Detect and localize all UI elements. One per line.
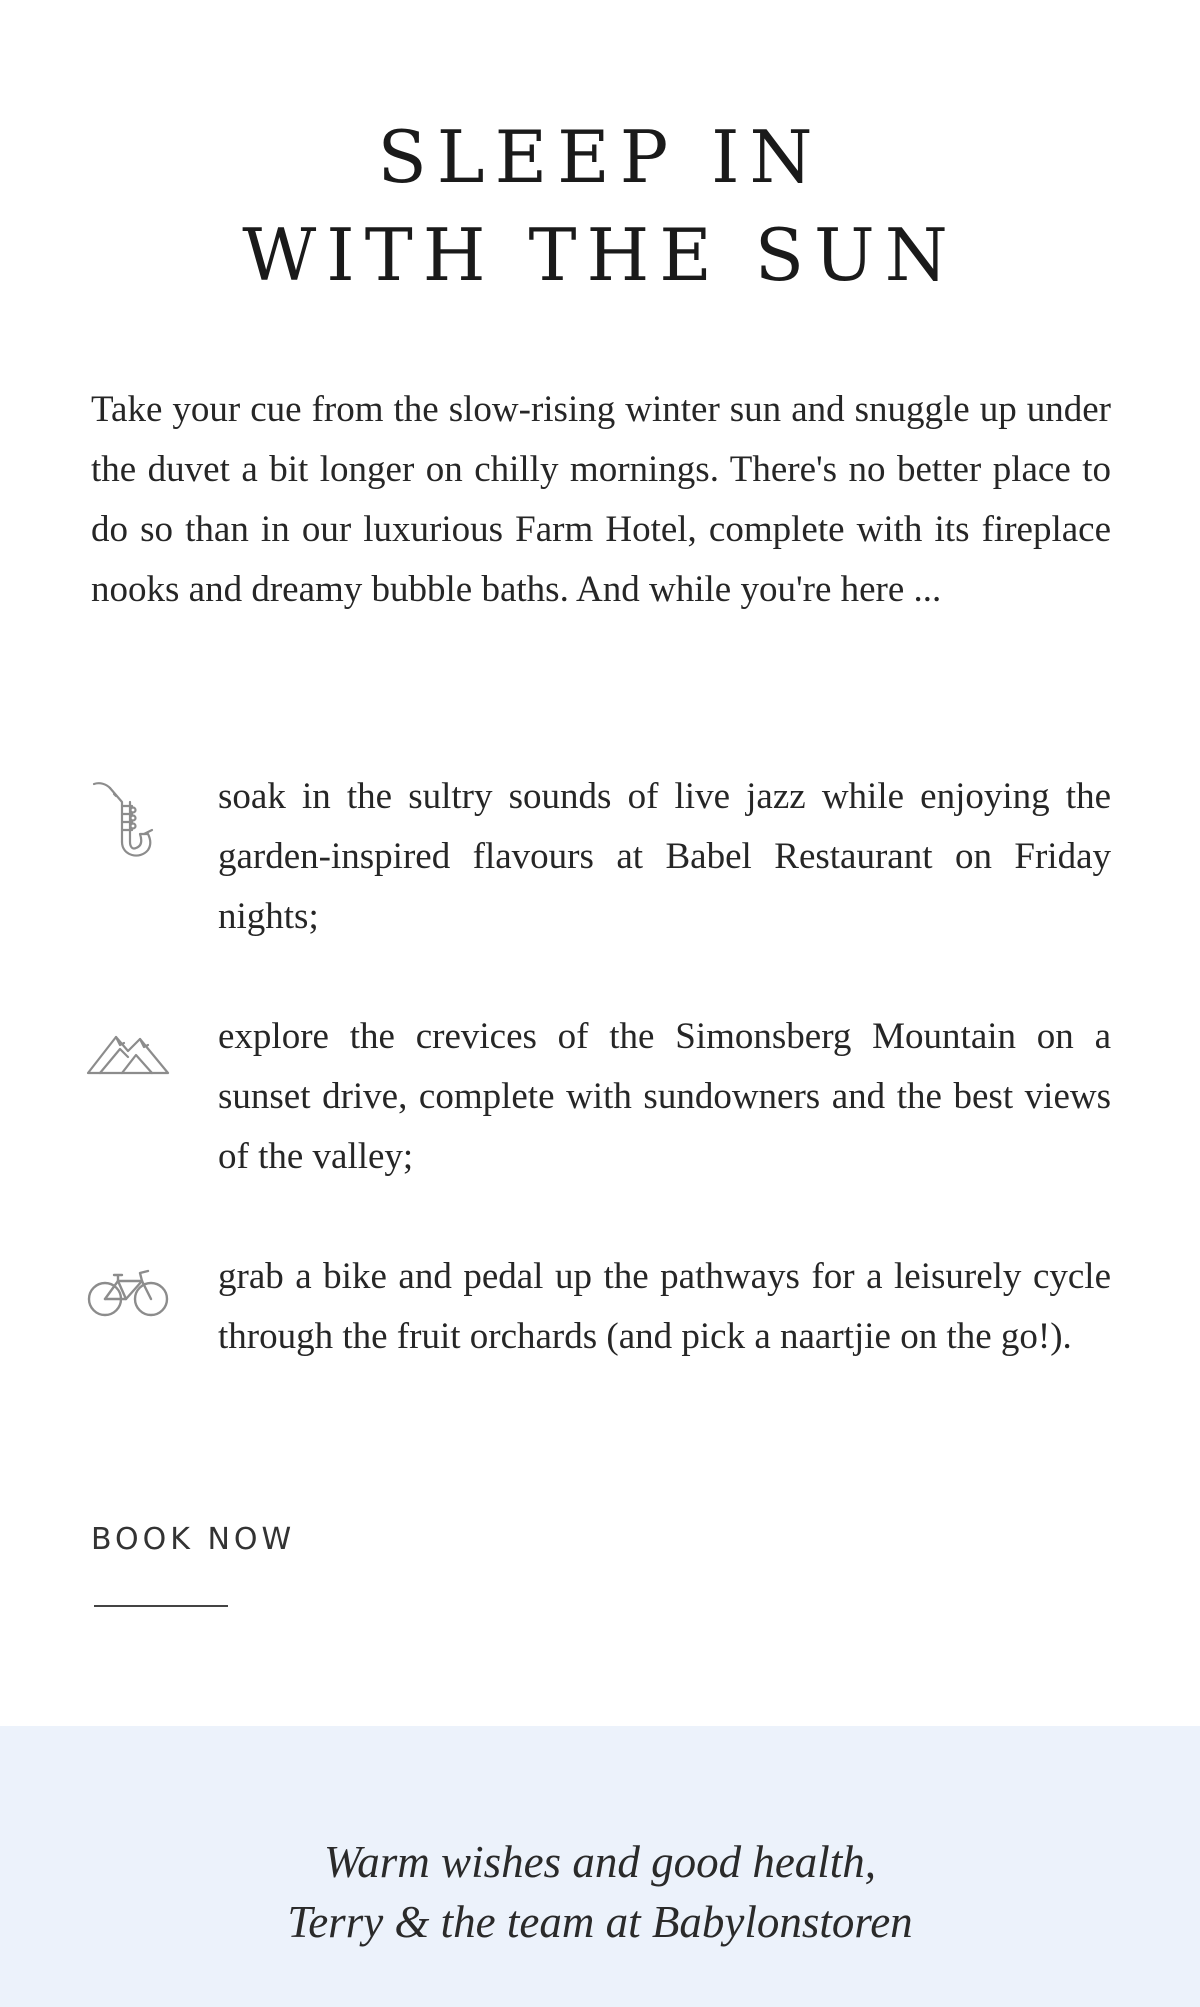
intro-paragraph: Take your cue from the slow-rising winter sun and snuggle up under the duvet a bit longer on chilly mornings. There's no better place to do so than in our luxurious Farm Hotel, complete with its fireplace nooks and dreamy bubble baths. And while you're here ... (91, 389, 1111, 610)
activity-text: explore the crevices of the Simonsberg Mountain on a sunset drive, complete with sundowners and the best views of the valley; (218, 1016, 1111, 1177)
book-now-link[interactable]: BOOK NOW (91, 1522, 296, 1557)
mountain-icon (86, 1017, 170, 1101)
saxophone-icon (86, 780, 170, 864)
title-line-2: WITH THE SUN (242, 213, 958, 297)
activity-text: soak in the sultry sounds of live jazz while enjoying the garden-inspired flavours at Babel Restaurant on Friday nights; (218, 776, 1111, 937)
signoff (0, 1832, 1200, 1952)
book-now-underline (94, 1605, 228, 1607)
page-title (0, 108, 1200, 304)
footer-band (0, 1726, 1200, 2007)
signoff-line-2: Terry & the team at Babylonstoren (287, 1897, 913, 1947)
signoff-line-1: Warm wishes and good health, (323, 1837, 877, 1887)
title-line-1: SLEEP IN (377, 115, 823, 199)
bicycle-icon (86, 1257, 170, 1341)
activity-text: grab a bike and pedal up the pathways for a leisurely cycle through the fruit orchards (and pick a naartjie on the go!). (218, 1256, 1111, 1357)
